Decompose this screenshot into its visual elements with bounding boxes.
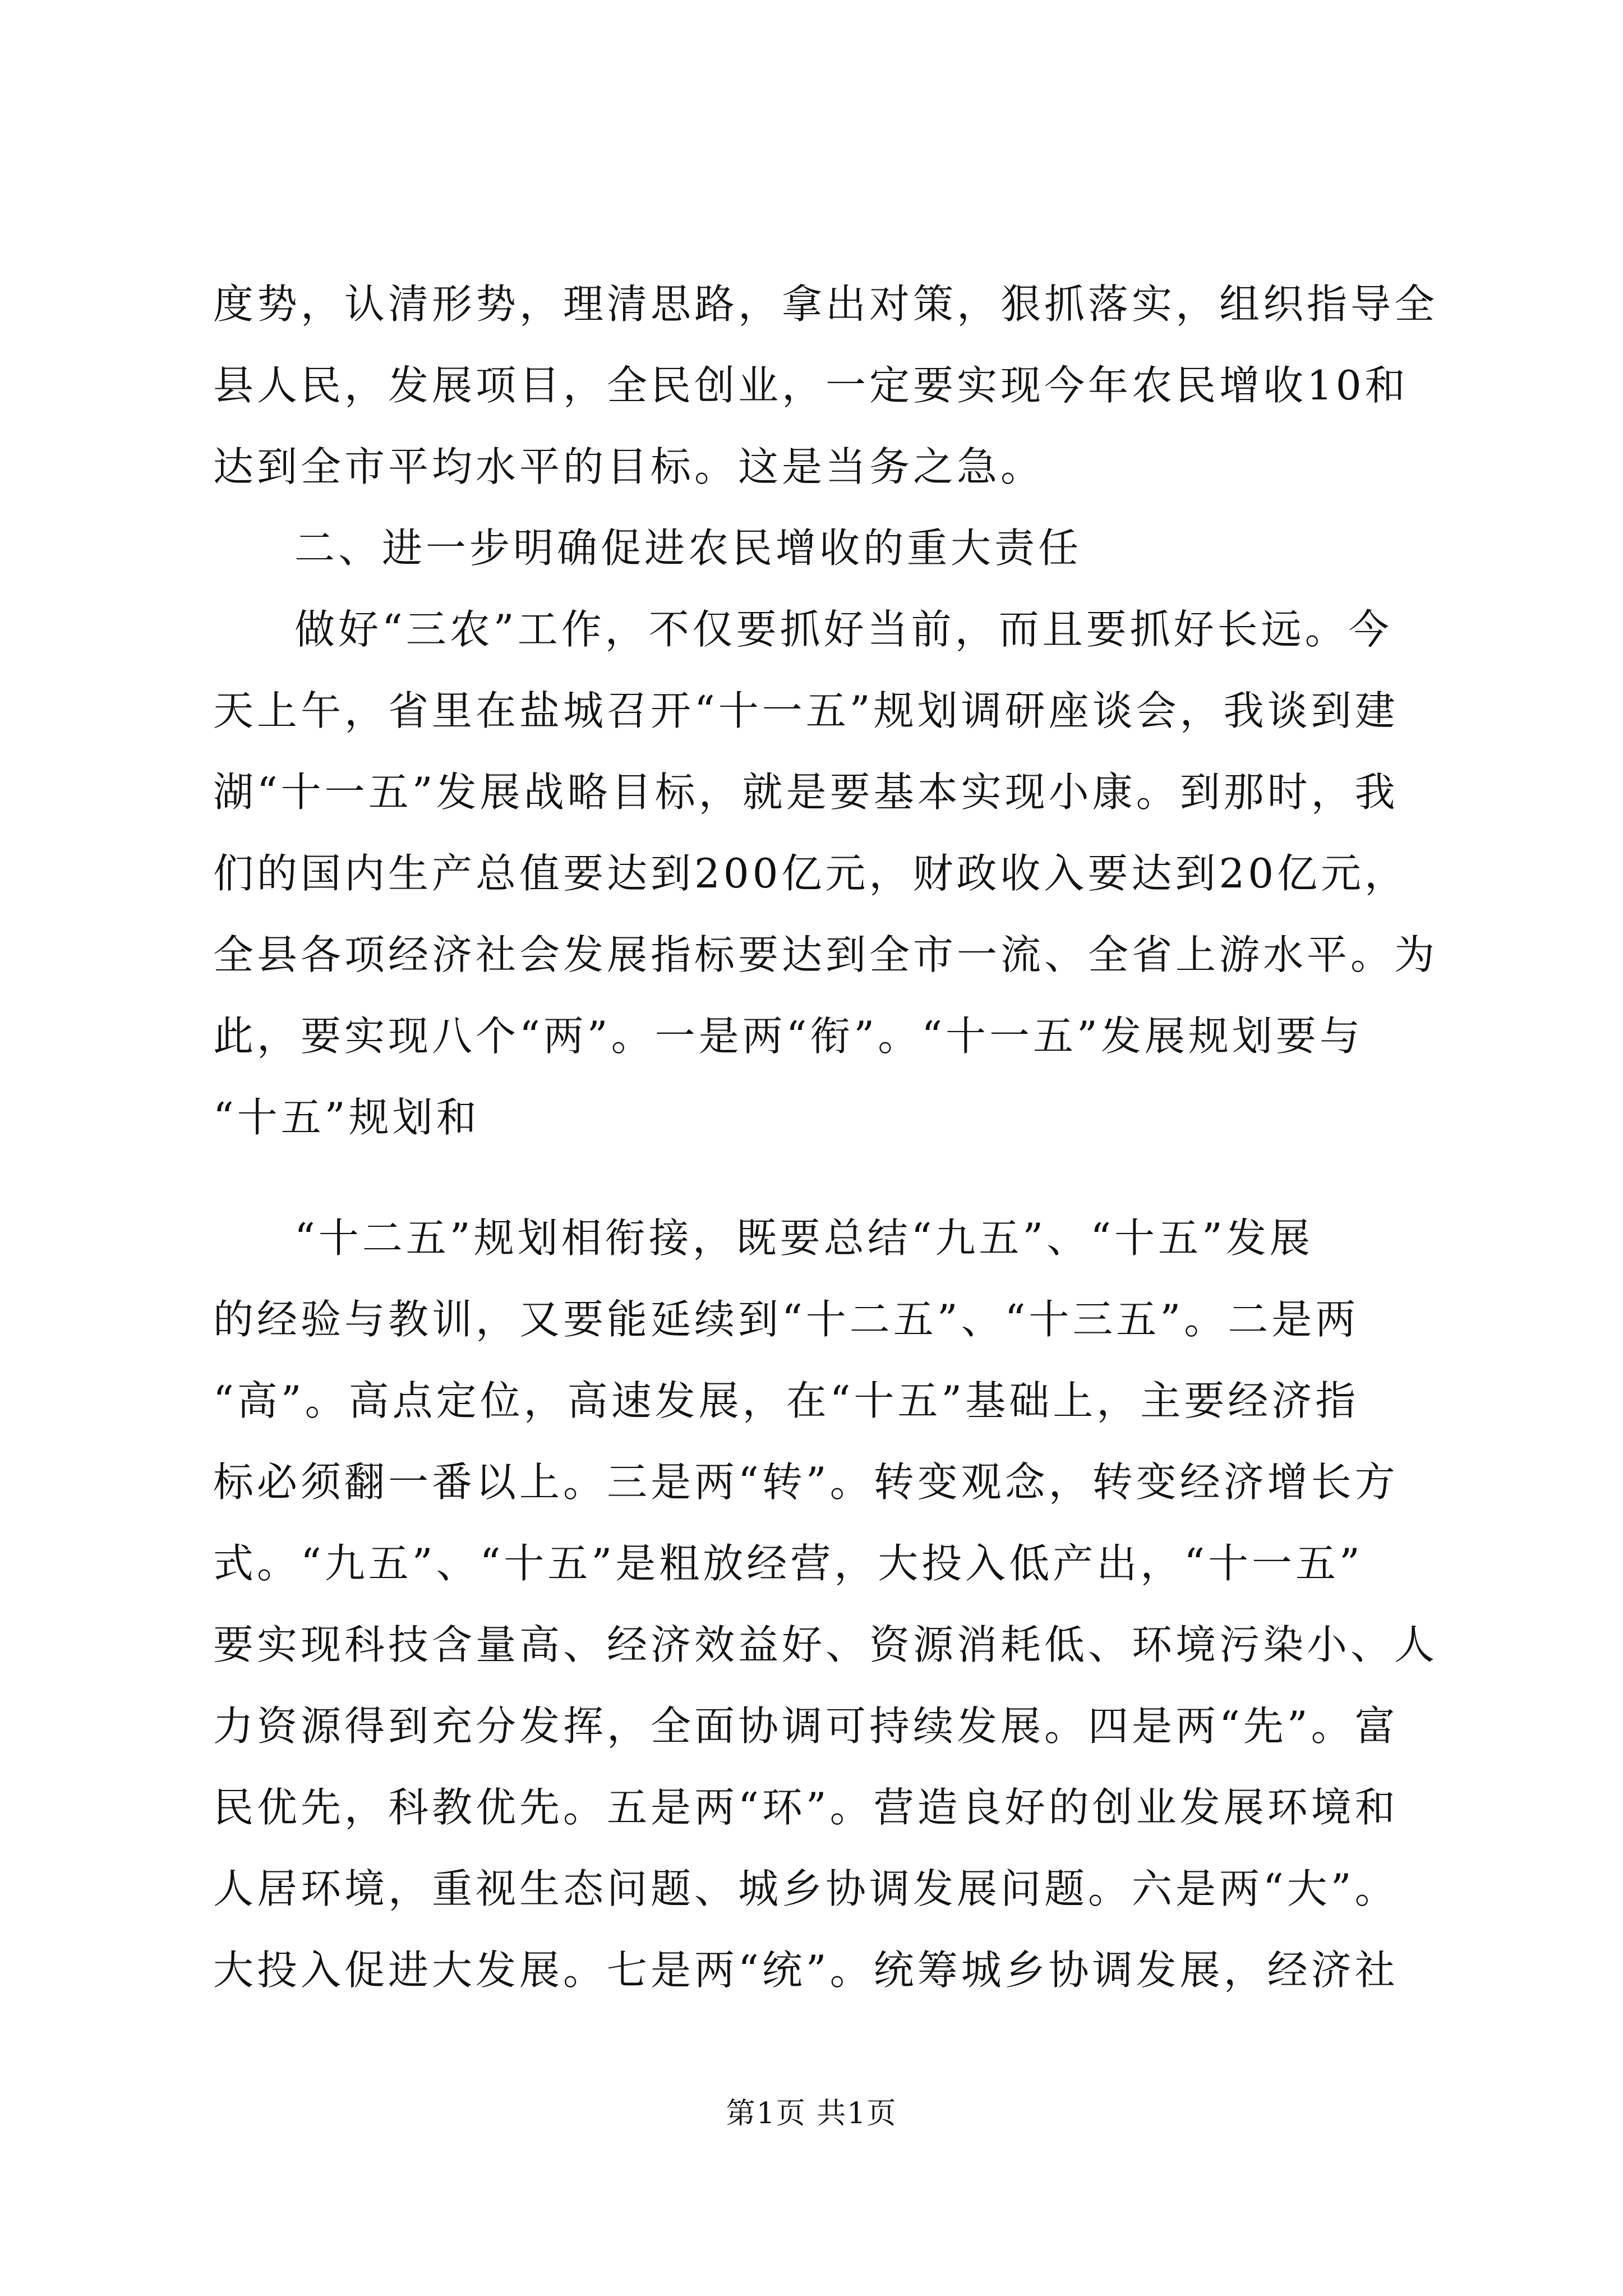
body-line-1: 度势，认清形势，理清思路，拿出对策，狠抓落实，组织指导全 xyxy=(213,280,1438,328)
body-line-16: 式。“九五”、“十五”是粗放经营，大投入低产出，“十一五” xyxy=(213,1540,1363,1587)
body-line-2: 县人民，发展项目，全民创业，一定要实现今年农民增收10和 xyxy=(213,362,1409,409)
section-heading: 二、进一步明确促进农民增收的重大责任 xyxy=(294,524,1082,572)
body-line-10: 此，要实现八个“两”。一是两“衔”。“十一五”发展规划要与 xyxy=(213,1013,1363,1060)
body-line-18: 力资源得到充分发挥，全面协调可持续发展。四是两“先”。富 xyxy=(213,1703,1399,1750)
body-line-6: 天上午，省里在盐城召开“十一五”规划调研座谈会，我谈到建 xyxy=(213,687,1399,734)
body-line-9: 全县各项经济社会发展指标要达到全市一流、全省上游水平。为 xyxy=(213,931,1438,978)
body-line-12: “十二五”规划相衔接，既要总结“九五”、“十五”发展 xyxy=(294,1214,1313,1262)
body-line-11: “十五”规划和 xyxy=(213,1094,480,1141)
body-line-8: 们的国内生产总值要达到200亿元，财政收入要达到20亿元， xyxy=(213,850,1409,897)
body-line-3: 达到全市平均水平的目标。这是当务之急。 xyxy=(213,443,1045,490)
body-line-20: 人居环境，重视生态问题、城乡协调发展问题。六是两“大”。 xyxy=(213,1865,1399,1912)
body-line-13: 的经验与教训，又要能延续到“十二五”、“十三五”。二是两 xyxy=(213,1296,1359,1343)
body-line-7: 湖“十一五”发展战略目标，就是要基本实现小康。到那时，我 xyxy=(213,769,1399,816)
page-number-footer: 第1页 共1页 xyxy=(726,2097,897,2131)
body-line-15: 标必须翻一番以上。三是两“转”。转变观念，转变经济增长方 xyxy=(213,1458,1399,1506)
body-line-5: 做好“三农”工作，不仅要抓好当前，而且要抓好长远。今 xyxy=(294,606,1393,653)
body-line-21: 大投入促进大发展。七是两“统”。统筹城乡协调发展，经济社 xyxy=(213,1947,1399,1994)
document-body xyxy=(213,264,1436,2011)
body-line-14: “高”。高点定位，高速发展，在“十五”基础上，主要经济指 xyxy=(213,1377,1359,1424)
body-line-19: 民优先，科教优先。五是两“环”。营造良好的创业发展环境和 xyxy=(213,1784,1399,1831)
body-line-17: 要实现科技含量高、经济效益好、资源消耗低、环境污染小、人 xyxy=(213,1621,1438,1668)
